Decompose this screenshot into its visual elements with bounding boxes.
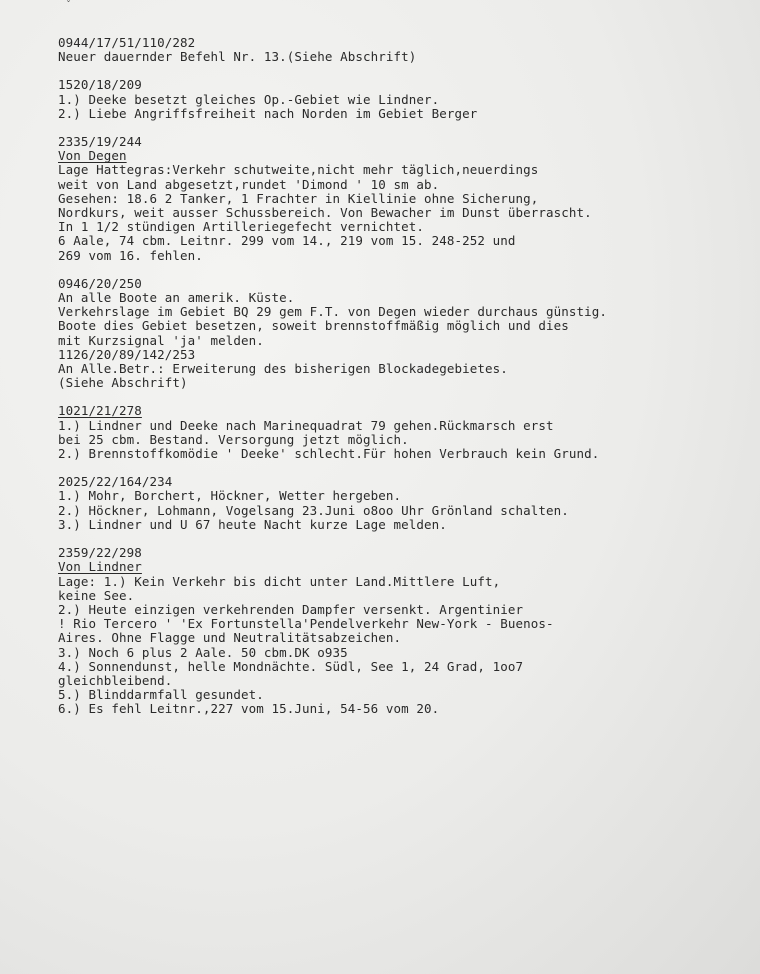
entry-line: weit von Land abgesetzt,rundet 'Dimond ' 10 sm ab. — [58, 176, 440, 192]
entry-line: mit Kurzsignal 'ja' melden. — [58, 332, 264, 348]
entry-sender: Von Lindner — [58, 559, 142, 575]
entry-line: Verkehrslage im Gebiet BQ 29 gem F.T. von Degen wieder durchaus günstig. — [58, 304, 608, 320]
entry-header: 1520/18/209 — [58, 77, 142, 93]
entry-line: 2.) Brennstoffkomödie ' Deeke' schlecht.Für hohen Verbrauch kein Grund. — [58, 446, 600, 462]
log-entry — [58, 277, 748, 348]
log-entry — [58, 135, 748, 263]
entry-line: Neuer dauernder Befehl Nr. 13.(Siehe Abschrift) — [58, 49, 417, 65]
entry-line: 4.) Sonnendunst, helle Mondnächte. Südl, See 1, 24 Grad, 1oo7 — [58, 658, 524, 674]
entry-line: 6.) Es fehl Leitnr.,227 vom 15.Juni, 54-56 vom 20. — [58, 701, 440, 717]
entry-line: 1.) Deeke besetzt gleiches Op.-Gebiet wie Lindner. — [58, 91, 440, 107]
entry-line: ! Rio Tercero ' 'Ex Fortunstella'Pendelverkehr New-York - Buenos- — [58, 616, 554, 632]
entry-line: 2.) Höckner, Lohmann, Vogelsang 23.Juni o8oo Uhr Grönland schalten. — [58, 502, 569, 518]
entry-line: 3.) Noch 6 plus 2 Aale. 50 cbm.DK o935 — [58, 644, 348, 660]
log-entry — [58, 36, 748, 64]
entry-line: In 1 1/2 stündigen Artilleriegefecht vernichtet. — [58, 219, 425, 235]
log-entry — [58, 475, 748, 532]
entry-line: 269 vom 16. fehlen. — [58, 247, 203, 263]
entry-line: 1.) Lindner und Deeke nach Marinequadrat 79 gehen.Rückmarsch erst — [58, 417, 554, 433]
entry-header: 1126/20/89/142/253 — [58, 346, 196, 362]
entry-line: Lage: 1.) Kein Verkehr bis dicht unter Land.Mittlere Luft, — [58, 573, 501, 589]
entry-line: bei 25 cbm. Bestand. Versorgung jetzt möglich. — [58, 431, 409, 447]
entry-line: Boote dies Gebiet besetzen, soweit brennstoffmäßig möglich und dies — [58, 318, 569, 334]
entry-header: 0944/17/51/110/282 — [58, 35, 196, 50]
entry-line: keine See. — [58, 587, 135, 603]
entry-line: An alle Boote an amerik. Küste. — [58, 290, 295, 306]
entry-line: (Siehe Abschrift) — [58, 375, 188, 391]
entry-header: 2335/19/244 — [58, 134, 142, 150]
entry-line: 1.) Mohr, Borchert, Höckner, Wetter hergeben. — [58, 488, 402, 504]
entry-line: 2.) Heute einzigen verkehrenden Dampfer versenkt. Argentinier — [58, 601, 524, 617]
entry-line: 3.) Lindner und U 67 heute Nacht kurze Lage melden. — [58, 516, 447, 532]
entry-header: 2025/22/164/234 — [58, 474, 173, 490]
entry-line: An Alle.Betr.: Erweiterung des bisherigen Blockadegebietes. — [58, 361, 508, 377]
radio-log-text — [58, 36, 748, 731]
entry-header: 0946/20/250 — [58, 275, 142, 291]
entry-line: 6 Aale, 74 cbm. Leitnr. 299 vom 14., 219 vom 15. 248-252 und — [58, 233, 516, 249]
entry-line: Lage Hattegras:Verkehr schutweite,nicht mehr täglich,neuerdings — [58, 162, 539, 178]
entry-header: 2359/22/298 — [58, 545, 142, 561]
log-entry — [58, 546, 748, 716]
entry-line: 5.) Blinddarmfall gesundet. — [58, 687, 264, 703]
log-entry — [58, 348, 748, 391]
entry-line: Aires. Ohne Flagge und Neutralitätsabzeichen. — [58, 630, 402, 646]
stray-mark: ˇ — [66, 0, 71, 11]
log-entry — [58, 78, 748, 121]
log-entry — [58, 404, 748, 461]
entry-header: 1021/21/278 — [58, 403, 142, 419]
entry-line: Gesehen: 18.6 2 Tanker, 1 Frachter in Kiellinie ohne Sicherung, — [58, 190, 539, 206]
entry-line: 2.) Liebe Angriffsfreiheit nach Norden im Gebiet Berger — [58, 105, 478, 121]
entry-line: gleichbleibend. — [58, 672, 173, 688]
entry-line: Nordkurs, weit ausser Schussbereich. Von Bewacher im Dunst überrascht. — [58, 205, 592, 221]
entry-sender: Von Degen — [58, 148, 127, 164]
